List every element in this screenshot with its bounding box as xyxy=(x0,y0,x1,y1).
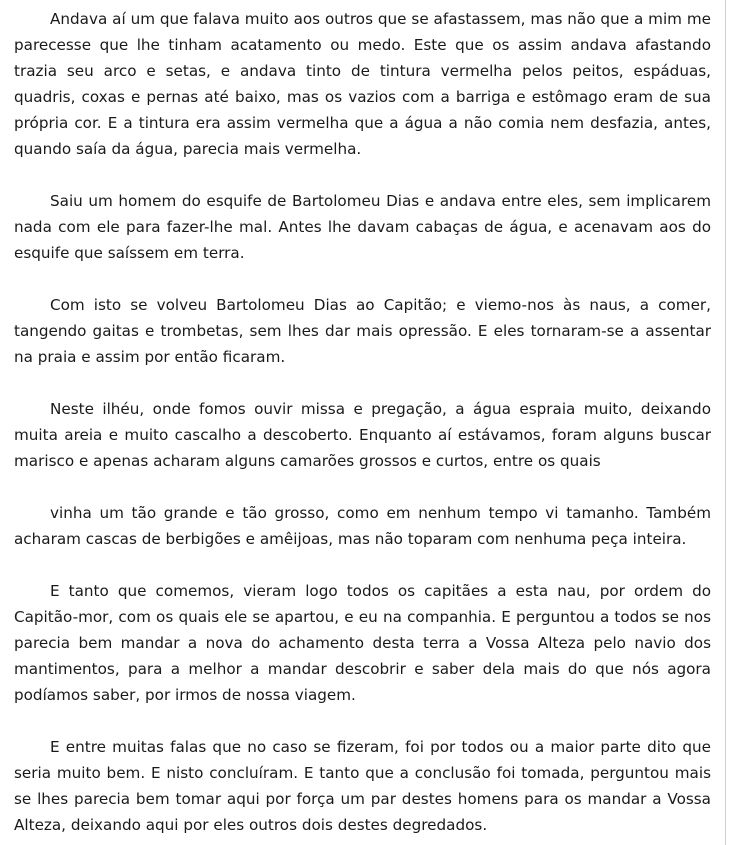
paragraph-3: Com isto se volveu Bartolomeu Dias ao Capitão; e viemo-nos às naus, a comer, tangendo gaitas e trombetas, sem lhes dar mais opressão. E eles tornaram-se a assentar na praia e assim por então ficaram. xyxy=(14,296,711,366)
document-body xyxy=(14,6,711,838)
paragraph-1: Andava aí um que falava muito aos outros que se afastassem, mas não que a mim me parecesse que lhe tinham acatamento ou medo. Este que os assim andava afastando trazia seu arco e setas, e andava tinto de tintura vermelha pelos peitos, espáduas, quadris, coxas e pernas até baixo, mas os vazios com a barriga e estômago eram de sua própria cor. E a tintura era assim vermelha que a água a não comia nem desfazia, antes, quando saía da água, parecia mais vermelha. xyxy=(14,10,711,158)
paragraph-2: Saiu um homem do esquife de Bartolomeu Dias e andava entre eles, sem implicarem nada com ele para fazer-lhe mal. Antes lhe davam cabaças de água, e acenavam aos do esquife que saíssem em terra. xyxy=(14,192,711,262)
paragraph-7: E entre muitas falas que no caso se fizeram, foi por todos ou a maior parte dito que seria muito bem. E nisto concluíram. E tanto que a conclusão foi tomada, perguntou mais se lhes parecia bem tomar aqui por força um par destes homens para os mandar a Vossa Alteza, deixando aqui por eles outros dois destes degredados. xyxy=(14,738,711,834)
paragraph-5: vinha um tão grande e tão grosso, como em nenhum tempo vi tamanho. Também acharam cascas de berbigões e amêijoas, mas não toparam com nenhuma peça inteira. xyxy=(14,504,711,548)
paragraph-6: E tanto que comemos, vieram logo todos os capitães a esta nau, por ordem do Capitão-mor, com os quais ele se apartou, e eu na companhia. E perguntou a todos se nos parecia bem mandar a nova do achamento desta terra a Vossa Alteza pelo navio dos mantimentos, para a melhor a mandar descobrir e saber dela mais do que nós agora podíamos saber, por irmos de nossa viagem. xyxy=(14,582,711,704)
paragraph-4: Neste ilhéu, onde fomos ouvir missa e pregação, a água espraia muito, deixando muita areia e muito cascalho a descoberto. Enquanto aí estávamos, foram alguns buscar marisco e apenas acharam alguns camarões grossos e curtos, entre os quais xyxy=(14,400,711,470)
